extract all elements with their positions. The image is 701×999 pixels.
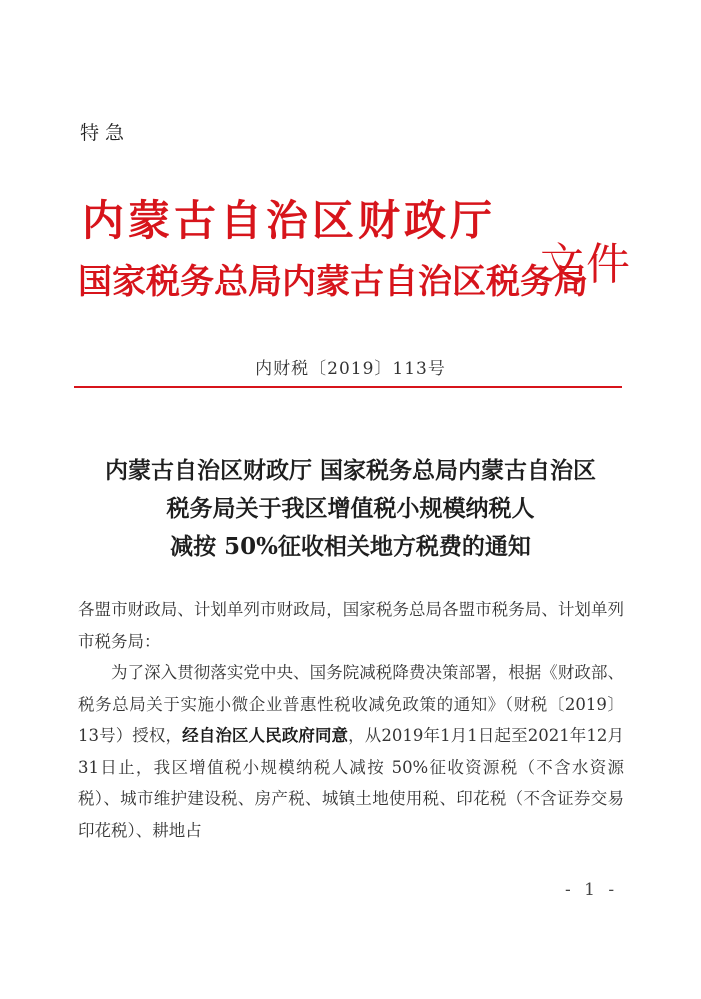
issuer-header — [78, 188, 638, 318]
urgency-marker: 特急 — [80, 122, 131, 144]
government-approval-emphasis: 经自治区人民政府同意 — [182, 726, 349, 745]
title-line-2: 税务局关于我区增值税小规模纳税人 — [166, 495, 535, 522]
addressee: 各盟市财政局、计划单列市财政局，国家税务总局各盟市税务局、计划单列市税务局： — [78, 600, 624, 651]
notice-title — [40, 452, 661, 566]
notice-body — [78, 594, 624, 846]
paragraph-text-2: ，从2019年1月1日起至2021年12月31日止，我区增值税小规模纳税人减按 50%征收资源税（不含水资源税）、城市维护建设税、房产税、城镇土地使用税、印花税（不含证券交易印花税）、耕地占 — [78, 726, 624, 840]
issuer-tax-bureau: 国家税务总局内蒙古自治区税务局 — [78, 262, 588, 302]
paragraph-text-1: 为了深入贯彻落实党中央、国务院减税降费决策部署，根据《财政部、税务总局关于实施小微企业普惠性税收减免政策的通知》（财税〔2019〕13号）授权， — [78, 663, 624, 745]
issuer-finance-department: 内蒙古自治区财政厅 — [82, 196, 497, 245]
title-line-3: 减按 50%征收相关地方税费的通知 — [170, 533, 531, 560]
title-line-1: 内蒙古自治区财政厅 国家税务总局内蒙古自治区 — [104, 457, 596, 484]
page-number: - 1 - — [565, 880, 619, 900]
document-label: 文件 — [540, 239, 632, 290]
document-number: 内财税〔2019〕113号 — [255, 359, 446, 379]
body-paragraph — [78, 657, 624, 846]
red-divider — [74, 386, 622, 388]
